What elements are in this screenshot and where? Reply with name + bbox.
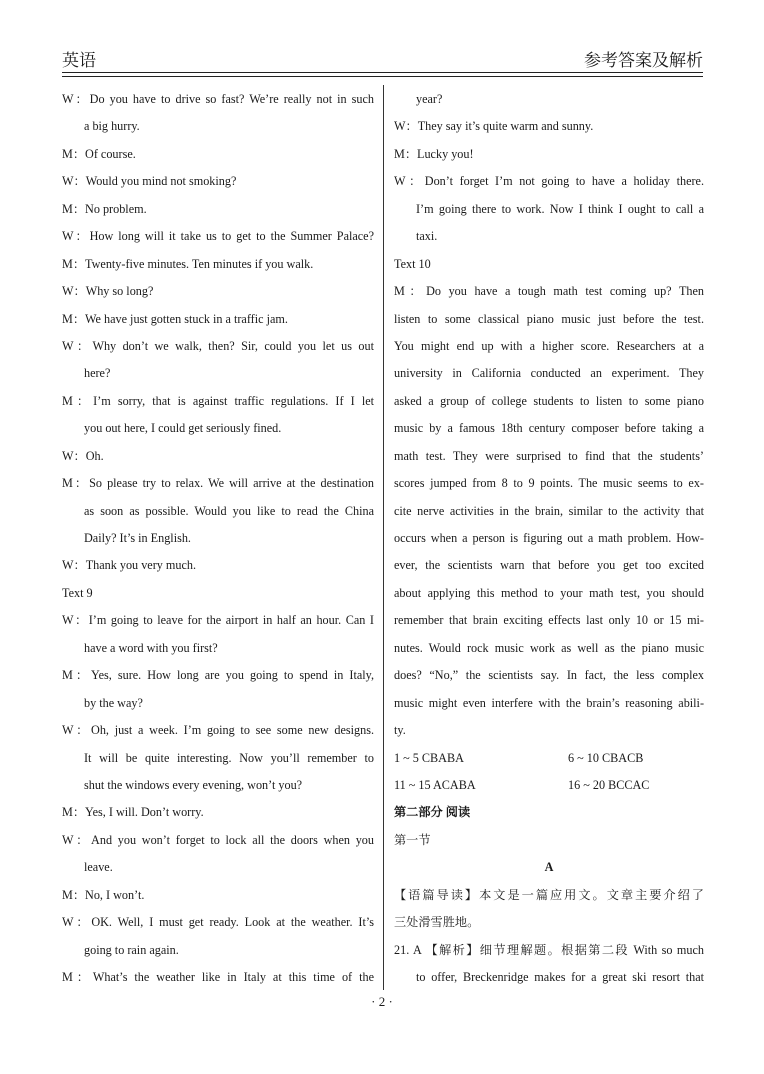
text-line: remember that brain exciting effects last only 10 or 15 mi- [394,613,704,628]
text-line: have a word with you first? [84,640,218,655]
text-line: leave. [84,860,113,875]
text-line: shut the windows every evening, won’t you? [84,777,303,792]
left-column [62,86,374,991]
page-number: · 2 · [371,994,393,1009]
text-line: a big hurry. [84,119,140,134]
text-line: M：So please try to relax. We will arrive at the destination [62,476,374,491]
text-line: year? [416,92,443,106]
text-line: W：Oh, just a week. I’m going to see some new designs. [62,723,374,738]
text-line: ty. [394,723,406,738]
text-line: does? “No,” the scientists say. In fact, the less complex [394,668,704,683]
text-line: 三处滑雪胜地。 [394,915,480,930]
text-line: W：Would you mind not smoking? [62,174,237,189]
answer-key: 16 ~ 20 BCCAC [568,777,650,792]
text-line: going to rain again. [84,942,179,957]
text-line: you out here, I could get seriously fined. [84,421,282,436]
text-line: M：No, I won’t. [62,887,145,902]
text-line: occurs when a person is figuring out a math problem. How- [394,531,704,545]
text-line: M：Of course. [62,146,136,161]
right-column [394,86,704,991]
text-line: M：Lucky you! [394,146,474,161]
text-line: M：Yes, I will. Don’t worry. [62,805,204,820]
header-title: 参考答案及解析 [584,51,703,70]
text-line: music might even interfere with the brain’s reasoning abili- [394,695,704,710]
text-line: by the way? [84,695,143,710]
text-line: W：Why so long? [62,284,154,299]
text-line: 第一节 [394,832,431,847]
text-line: W：Don’t forget I’m not going to have a holiday there. [394,174,704,189]
header-rule-thin [62,76,703,77]
text-line: W：Do you have to drive so fast? We’re really not in such [62,92,374,106]
text-line: W：How long will it take us to get to the Summer Palace? [62,229,374,244]
text-line: M：I’m sorry, that is against traffic regulations. If I let [62,393,374,408]
text-line: scores jumped from 8 to 9 points. The music seems to ex- [394,476,704,491]
text-line: about applying this method to your math test, you should [394,585,704,600]
text-line: M：Do you have a tough math test coming up? Then [394,284,704,299]
text-line: cite nerve activities in the brain, similar to the activity that [394,503,704,518]
text-line: W：They say it’s quite warm and sunny. [394,119,594,134]
text-line: W：OK. Well, I must get ready. Look at the weather. It’s [62,915,374,930]
text-line: Daily? It’s in English. [84,531,191,545]
text-line: It will be quite interesting. Now you’ll remember to [84,750,374,765]
text-line: Text 10 [394,256,431,271]
answer-row [394,772,704,799]
text-line: listen to some classical piano music just before the test. [394,311,704,326]
text-line: asked a group of college students to listen to some piano [394,393,704,408]
text-line: M：What’s the weather like in Italy at this time of the [62,970,374,984]
text-line: 第二部分 阅读 [394,805,471,820]
text-line: nutes. Would rock music work as well as the piano music [394,640,704,655]
text-line: You might end up with a higher score. Researchers at a [394,338,704,353]
answer-key: 6 ~ 10 CBACB [568,750,644,765]
answer-key: 1 ~ 5 CBABA [394,750,464,765]
text-line: M：Yes, sure. How long are you going to spend in Italy, [62,668,374,683]
text-line: W：And you won’t forget to lock all the doors when you [62,832,374,847]
text-line: W：Why don’t we walk, then? Sir, could you let us out [62,338,374,353]
text-line: here? [84,366,111,381]
text-line: to offer, Breckenridge makes for a great ski resort that [416,970,704,984]
text-line: as soon as possible. Would you like to read the China [84,503,374,518]
subject-label: 英语 [62,51,96,70]
text-line: math test. They were surprised to find that the students’ [394,448,704,463]
text-line: W：Thank you very much. [62,558,197,573]
text-line: W：Oh. [62,448,104,463]
text-line: M：Twenty-five minutes. Ten minutes if you walk. [62,256,314,271]
answer-key: 11 ~ 15 ACABA [394,777,476,792]
text-line: W：I’m going to leave for the airport in half an hour. Can I [62,613,374,628]
text-line: A [544,860,554,875]
text-line: ever, the scientists warn that before you get too excited [394,558,704,573]
answer-row [394,745,704,772]
page-header [62,46,703,72]
text-line: taxi. [416,229,438,244]
text-line: 21. A 【解析】细节理解题。根据第二段 With so much [394,942,704,957]
text-line: music by a famous 18th century composer before taking a [394,421,704,436]
text-line: M：We have just gotten stuck in a traffic jam. [62,311,288,326]
text-line: M：No problem. [62,201,147,216]
column-divider [383,85,384,990]
text-line: university in California conducted an experiment. They [394,366,704,381]
header-rule [62,72,703,73]
text-line: I’m going there to work. Now I think I ought to call a [416,201,704,216]
text-line: Text 9 [62,585,93,600]
text-line: 【语篇导读】本文是一篇应用文。文章主要介绍了 [394,887,704,902]
